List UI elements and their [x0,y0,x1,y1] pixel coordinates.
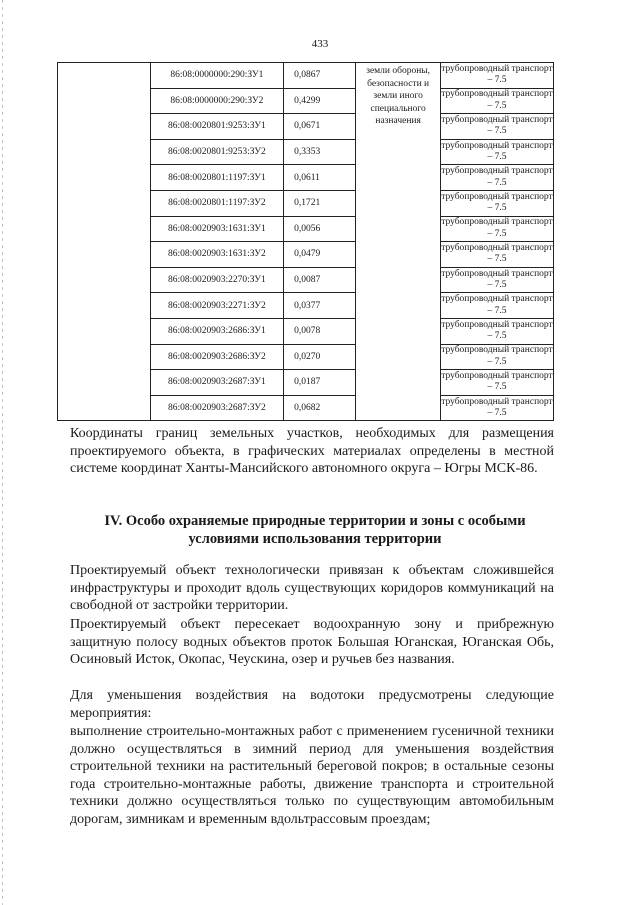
paragraph-water-zone [70,616,554,669]
permitted-use-cell: трубопроводный транспорт – 7.5 [440,139,553,165]
empty-cell [58,63,151,421]
permitted-use-cell: трубопроводный транспорт – 7.5 [440,293,553,319]
paragraph-infrastructure [70,562,554,615]
cadastral-number-cell: 86:08:0020801:1197:ЗУ1 [150,165,283,191]
cadastral-number-cell: 86:08:0020903:2687:ЗУ1 [150,370,283,396]
land-parcels-table [57,62,554,421]
cadastral-number-cell: 86:08:0020903:2271:ЗУ2 [150,293,283,319]
cadastral-number-cell: 86:08:0000000:290:ЗУ2 [150,88,283,114]
permitted-use-cell: трубопроводный транспорт – 7.5 [440,114,553,140]
section-title-line1: IV. Особо охраняемые природные территории и зоны с особыми [104,513,526,529]
cadastral-number-cell: 86:08:0020903:2686:ЗУ2 [150,344,283,370]
cadastral-number-cell: 86:08:0020903:1631:ЗУ1 [150,216,283,242]
cadastral-number-cell: 86:08:0020801:9253:ЗУ1 [150,114,283,140]
permitted-use-cell: трубопроводный транспорт – 7.5 [440,267,553,293]
permitted-use-cell: трубопроводный транспорт – 7.5 [440,190,553,216]
land-category-cell: земли обороны, безопасности и земли иного специального назначения [356,63,441,421]
section-title [80,512,550,548]
permitted-use-cell: трубопроводный транспорт – 7.5 [440,242,553,268]
cadastral-number-cell: 86:08:0000000:290:ЗУ1 [150,63,283,89]
area-cell: 0,1721 [284,190,356,216]
permitted-use-cell: трубопроводный транспорт – 7.5 [440,63,553,89]
area-cell: 0,0078 [284,318,356,344]
permitted-use-cell: трубопроводный транспорт – 7.5 [440,370,553,396]
cadastral-number-cell: 86:08:0020801:9253:ЗУ2 [150,139,283,165]
page-number: 433 [311,38,329,50]
area-cell: 0,4299 [284,88,356,114]
cadastral-number-cell: 86:08:0020903:2687:ЗУ2 [150,395,283,421]
cadastral-number-cell: 86:08:0020903:2686:ЗУ1 [150,318,283,344]
paragraph-measures-item [70,723,554,828]
cadastral-number-cell: 86:08:0020903:1631:ЗУ2 [150,242,283,268]
permitted-use-cell: трубопроводный транспорт – 7.5 [440,88,553,114]
area-cell: 0,0671 [284,114,356,140]
section-title-line2: условиями использования территории [188,531,442,547]
permitted-use-cell: трубопроводный транспорт – 7.5 [440,165,553,191]
permitted-use-cell: трубопроводный транспорт – 7.5 [440,395,553,421]
scan-edge [2,0,3,905]
paragraph-text: Проектируемый объект пересекает водоохранную зону и прибрежную защитную полосу водных объектов проток Большая Юганская, Юганская Обь, Осиновый Исток, Окопас, Чеускина, озер и ручьев без названия. [70,617,554,667]
cadastral-number-cell: 86:08:0020903:2270:ЗУ1 [150,267,283,293]
paragraph-measures-intro [70,687,554,722]
area-cell: 0,3353 [284,139,356,165]
paragraph-text: выполнение строительно-монтажных работ с применением гусеничной техники должно осуществляться в зимний период для уменьшения воздействия строительной техники на растительный береговой покров; в остальные сезоны года строительно-монтажные работы, движение транспорта и строительной техники должно осуществляться только по существующим автомобильным дорогам, зимникам и временным вдольтрассовым проездам; [70,724,554,827]
area-cell: 0,0087 [284,267,356,293]
area-cell: 0,0611 [284,165,356,191]
permitted-use-cell: трубопроводный транспорт – 7.5 [440,318,553,344]
area-cell: 0,0377 [284,293,356,319]
paragraph-text: Для уменьшения воздействия на водотоки предусмотрены следующие мероприятия: [70,688,554,721]
area-cell: 0,0867 [284,63,356,89]
area-cell: 0,0270 [284,344,356,370]
coordinates-paragraph [70,425,554,478]
paragraph-text: Проектируемый объект технологически привязан к объектам сложившейся инфраструктуры и проходит вдоль существующих коридоров коммуникаций на свободной от застройки территории. [70,563,554,613]
area-cell: 0,0056 [284,216,356,242]
coordinates-text: Координаты границ земельных участков, необходимых для размещения проектируемого объекта, в графических материалах определены в местной системе координат Ханты-Мансийского автономного округа – Югры МСК-86. [70,426,554,476]
area-cell: 0,0187 [284,370,356,396]
area-cell: 0,0479 [284,242,356,268]
cadastral-number-cell: 86:08:0020801:1197:ЗУ2 [150,190,283,216]
table-row [58,63,554,89]
permitted-use-cell: трубопроводный транспорт – 7.5 [440,216,553,242]
area-cell: 0,0682 [284,395,356,421]
permitted-use-cell: трубопроводный транспорт – 7.5 [440,344,553,370]
table-body [58,63,554,421]
